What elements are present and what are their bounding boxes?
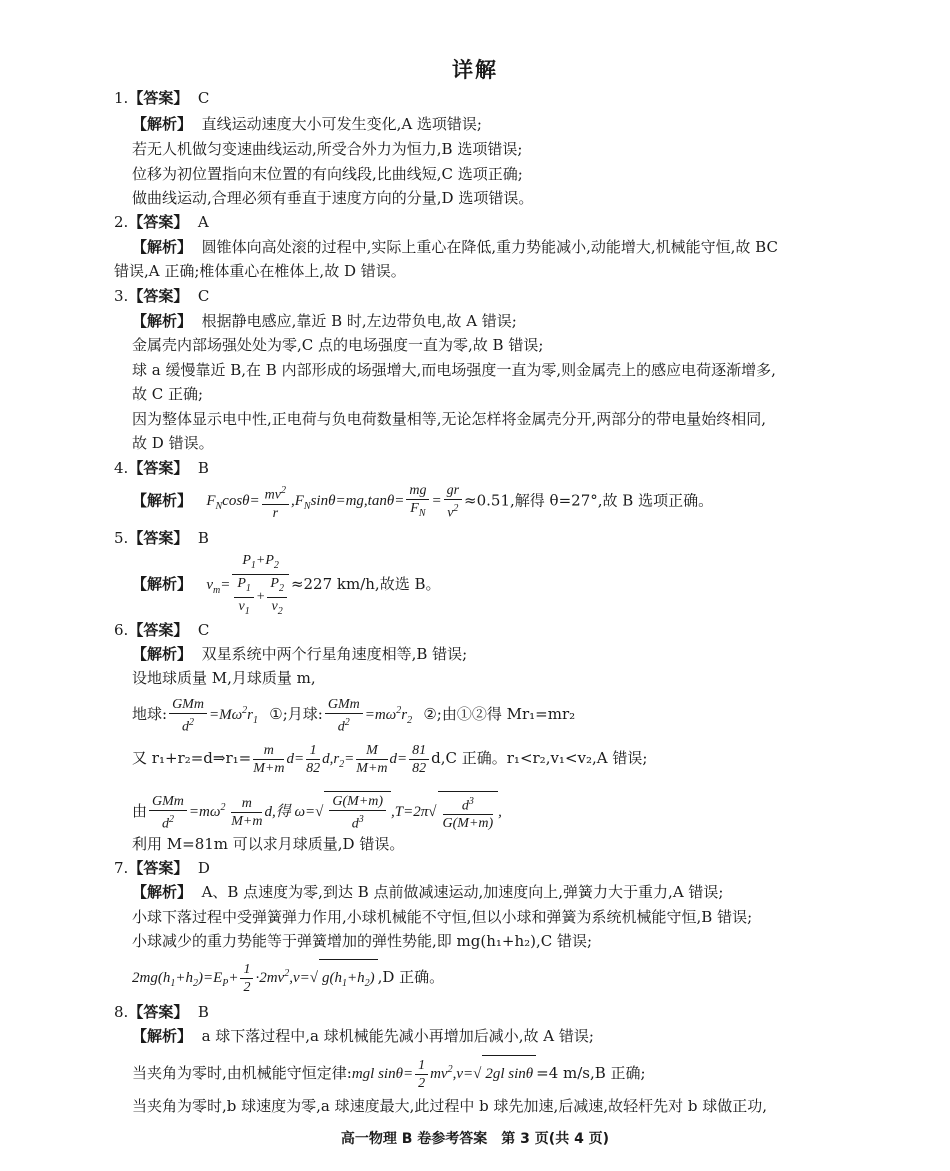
answer-label: 【答案】 [128,287,189,305]
q6-answer: C [197,621,210,639]
q5-analysis-line [132,552,441,620]
q7-answer-line [114,858,210,878]
q6-radius-line [132,740,647,783]
analysis-label: 【解析】 [132,575,193,594]
q1-answer-line [114,88,209,108]
q7-energy-line [132,956,444,1002]
q3-text: 金属壳内部场强处处为零,C 点的电场强度一直为零,故 B 错误; [132,336,544,354]
q8-answer-line [114,1002,209,1022]
q6-radius-tail: d,C 正确。r₁<r₂,v₁<v₂,A 错误; [431,749,648,767]
q5-conclusion: ≈227 km/h,故选 B。 [290,575,441,594]
q7-analysis-line [132,882,723,902]
analysis-label: 【解析】 [132,115,193,133]
q1-text: 做曲线运动,合理必须有垂直于速度方向的分量,D 选项错误。 [132,189,534,207]
q8-text: a 球下落过程中,a 球机械能先减小再增加后减小,故 A 错误; [201,1027,594,1045]
q6-analysis-line [132,644,467,664]
q6-omega-line [132,788,502,832]
analysis-label: 【解析】 [132,312,193,330]
q1-text: 若无人机做匀变速曲线运动,所受合外力为恒力,B 选项错误; [132,140,523,158]
analysis-label: 【解析】 [132,1027,193,1045]
page-footer: 高一物理 B 卷参考答案 第 3 页(共 4 页) [340,1131,610,1147]
q6-moon-label: ①;月球: [269,705,323,723]
q7-number: 7. [114,859,129,877]
q5-formula: $v_m=$ $P_1+P_2$ $\frac{P_1}{v_1}$ + $\frac{P_2}{v_2}$ [206,577,291,593]
q8-answer: B [197,1003,209,1021]
q7-answer: D [197,859,210,877]
q3-text: 根据静电感应,靠近 B 时,左边带负电,故 A 错误; [201,312,517,330]
q5-answer: B [197,529,209,547]
q6-number: 6. [114,621,129,639]
analysis-label: 【解析】 [132,238,193,256]
q1-number: 1. [114,89,129,107]
q2-number: 2. [114,213,129,231]
q4-answer: B [197,459,209,477]
q4-conclusion: ≈0.51,解得 θ=27°,故 B 选项正确。 [464,491,714,510]
q8-energy-tail: =4 m/s,B 正确; [536,1064,646,1082]
q3-text: 球 a 缓慢靠近 B,在 B 内部形成的场强增大,而电场强度一直为零,则金属壳上的感应电荷逐渐增多, [132,361,776,379]
q6-result: ②;由①②得 Mr₁=mr₂ [423,705,576,723]
analysis-label: 【解析】 [132,645,193,663]
q8-formula: mgl sinθ= $\frac{1}{2}$ $mv^2,v=√$ 2gl sinθ [352,1066,536,1082]
q4-number: 4. [114,459,129,477]
q8-energy-line [132,1052,646,1092]
q8-text: 当夹角为零时,b 球速度为零,a 球速度最大,此过程中 b 球先加速,后减速,故轻杆先对 b 球做正功, [132,1097,767,1115]
q2-answer: A [197,213,209,231]
q3-number: 3. [114,287,129,305]
q4-formula: $F_N\cos\theta=$ $\frac{mv^2}{r}$ $,F_N\sin\theta=mg,\tan\theta=$ $\frac{mg}{F_N}$ = $\frac{gr}{v^2}$ [206,493,464,509]
analysis-label: 【解析】 [132,883,193,901]
q7-text: 小球下落过程中受弹簧弹力作用,小球机械能不守恒,但以小球和弹簧为系统机械能守恒,B 错误; [132,908,753,926]
q7-text: A、B 点速度为零,到达 B 点前做减速运动,加速度向上,弹簧力大于重力,A 错误; [201,883,724,901]
q3-text: 故 D 错误。 [132,434,214,452]
q8-energy-prefix: 当夹角为零时,由机械能守恒定律: [132,1064,352,1082]
answer-label: 【答案】 [128,459,189,477]
q5-answer-line [114,528,209,548]
analysis-label: 【解析】 [132,491,193,510]
q6-moon-formula: $\frac{\text{GMm}}{d^2}$ $=m\omega^2r_2$ [323,707,424,723]
q1-answer: C [197,89,210,107]
q2-answer-line [114,212,209,232]
answer-label: 【答案】 [128,859,189,877]
q3-answer: C [197,287,210,305]
q7-conclusion: ,D 正确。 [377,968,445,986]
q6-earth-label: 地球: [132,705,168,723]
q6-radius-prefix: 又 r₁+r₂=d⇒r₁= [132,749,252,767]
answer-label: 【答案】 [128,621,189,639]
q1-text: 位移为初位置指向末位置的有向线段,比曲线短,C 选项正确; [132,165,523,183]
q3-answer-line [114,286,209,306]
q6-gravity-line [132,693,575,739]
q6-text: 利用 M=81m 可以求月球质量,D 错误。 [132,835,405,853]
q6-text: 设地球质量 M,月球质量 m, [132,669,316,687]
q2-text: 错误,A 正确;椎体重心在椎体上,故 D 错误。 [114,262,406,280]
q3-text: 因为整体显示电中性,正电荷与负电荷数量相等,无论怎样将金属壳分开,两部分的带电量始终相同, [132,410,767,428]
q6-text: 双星系统中两个行星角速度相等,B 错误; [201,645,468,663]
q3-text: 故 C 正确; [132,385,204,403]
q8-analysis-line [132,1026,594,1046]
answer-label: 【答案】 [128,529,189,547]
q6-answer-line [114,620,209,640]
q7-text: 小球减少的重力势能等于弹簧增加的弹性势能,即 mg(h₁+h₂),C 错误; [132,932,593,950]
page-title: 详解 [452,58,498,82]
q4-answer-line [114,458,209,478]
q6-omega-formula: $\frac{\text{GMm}}{d^2}$ $=m\omega^2$ $\frac{m}{M+m}$ d,得 ω=√ $\frac{G(M+m)}{d^3}$ ,T=2π√ $\frac{d^3}{G(M+m)}$ , [147,804,502,820]
q2-analysis-line [132,237,778,257]
q3-analysis-line [132,311,517,331]
q1-text: 直线运动速度大小可发生变化,A 选项错误; [201,115,482,133]
q4-analysis-line [132,482,713,524]
q5-number: 5. [114,529,129,547]
answer-label: 【答案】 [128,1003,189,1021]
q7-formula: $2mg(h_1+h_2)=E_P+$ $\frac{1}{2}$ $\cdot 2mv^2,v=√$ $g(h_1+h_2)$ [132,970,378,986]
q6-omega-prefix: 由 [132,802,148,820]
q1-analysis-line [132,114,482,134]
q6-radius-formula: $\frac{m}{M+m}$ d= $\frac{1}{82}$ $d,r_2=$ $\frac{M}{M+m}$ d= $\frac{81}{82}$ [251,751,431,767]
answer-label: 【答案】 [128,213,189,231]
answer-label: 【答案】 [128,89,189,107]
q6-earth-formula: $\frac{\text{GMm}}{d^2}$ $=M\omega^2r_1$ [167,707,269,723]
q8-number: 8. [114,1003,129,1021]
q2-text: 圆锥体向高处滚的过程中,实际上重心在降低,重力势能减小,动能增大,机械能守恒,故 BC [201,238,778,256]
